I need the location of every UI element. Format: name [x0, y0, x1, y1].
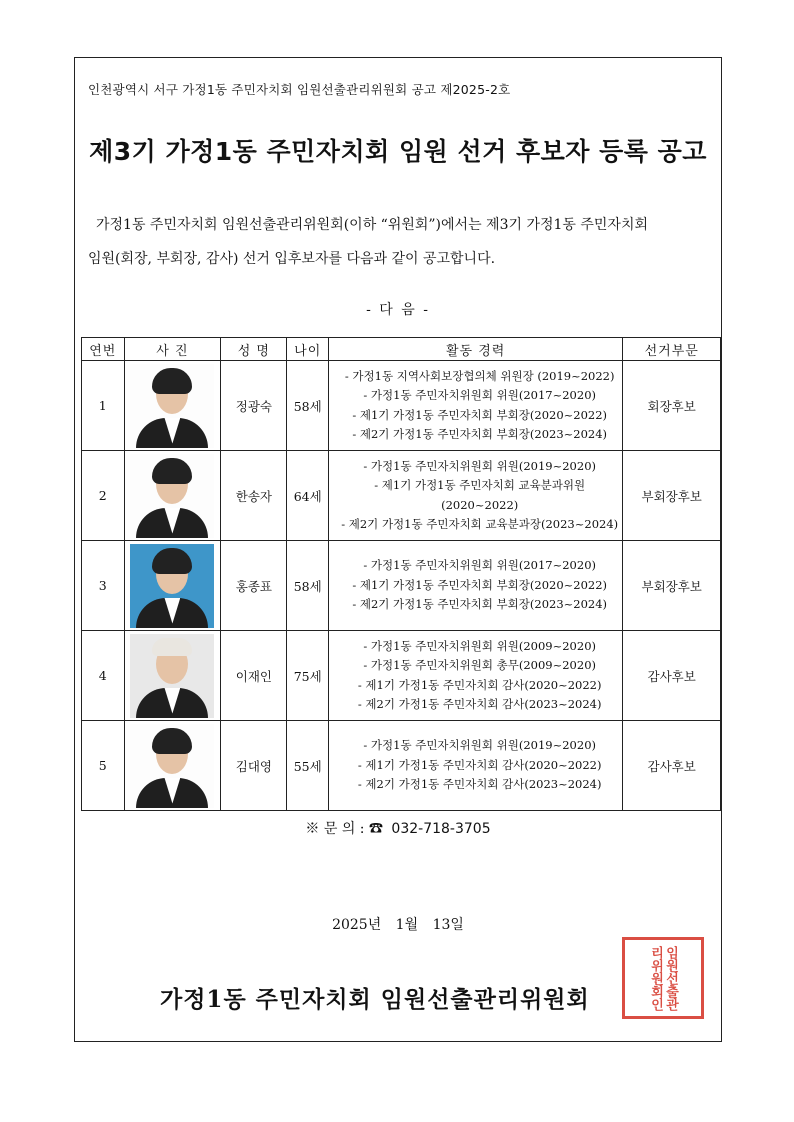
candidate-age: 55세 — [287, 721, 329, 811]
candidate-photo — [130, 634, 214, 718]
activity-item: - 제2기 가정1동 주민자치회 부회장(2023~2024) — [352, 427, 608, 441]
activity-list — [328, 541, 622, 631]
header-name: 성 명 — [221, 338, 287, 361]
row-number: 2 — [82, 451, 125, 541]
table-row — [82, 631, 721, 721]
contact-line — [74, 818, 722, 838]
candidate-name: 정광숙 — [221, 361, 287, 451]
election-part: 부회장후보 — [623, 451, 721, 541]
table-row — [82, 541, 721, 631]
header-age: 나이 — [287, 338, 329, 361]
candidate-name: 김대영 — [221, 721, 287, 811]
phone-icon: ☎ — [368, 821, 383, 837]
intro-line-1: 가정1동 주민자치회 임원선출관리위원회(이하 “위원회”)에서는 제3기 가정1동 주민자치회 — [96, 217, 648, 233]
official-seal: 임원선출관리위원회인 — [622, 937, 704, 1019]
candidate-table — [81, 337, 721, 811]
candidate-photo — [130, 454, 214, 538]
candidate-photo-cell — [124, 361, 221, 451]
intro-paragraph — [88, 208, 710, 276]
contact-phone[interactable]: 032-718-3705 — [391, 821, 491, 837]
candidate-age: 58세 — [287, 361, 329, 451]
section-marker: - 다 음 - — [366, 302, 430, 318]
row-number: 5 — [82, 721, 125, 811]
activity-item: - 제1기 가정1동 주민자치회 감사(2020~2022) — [357, 757, 602, 772]
intro-line-2: 임원(회장, 부회장, 감사) 선거 입후보자를 다음과 같이 공고합니다. — [88, 251, 496, 267]
header-activities: 활동 경력 — [328, 338, 622, 361]
activity-item: - 가정1동 주민자치위원회 위원(2017~2020) — [363, 558, 596, 573]
row-number: 4 — [82, 631, 125, 721]
activity-item: - 제1기 가정1동 주민자치회 교육분과위원(2020~2022) — [374, 478, 586, 512]
activity-item: - 제2기 가정1동 주민자치회 교육분과장(2023~2024) — [341, 517, 619, 531]
activity-item: - 가정1동 주민자치위원회 총무(2009~2020) — [363, 658, 596, 672]
candidate-photo-cell — [124, 631, 221, 721]
table-row — [82, 721, 721, 811]
candidate-photo — [130, 544, 214, 628]
candidate-photo — [130, 364, 214, 448]
election-part: 감사후보 — [623, 631, 721, 721]
notice-number: 인천광역시 서구 가정1동 주민자치회 임원선출관리위원회 공고 제2025-2호 — [88, 82, 511, 97]
activity-item: - 제1기 가정1동 주민자치회 부회장(2020~2022) — [352, 577, 608, 592]
table-row — [82, 451, 721, 541]
row-number: 3 — [82, 541, 125, 631]
activity-item: - 가정1동 지역사회보장협의체 위원장 (2019~2022) — [344, 368, 615, 383]
candidate-name: 한송자 — [221, 451, 287, 541]
election-part: 감사후보 — [623, 721, 721, 811]
activity-item: - 제2기 가정1동 주민자치회 감사(2023~2024) — [357, 777, 602, 792]
candidate-name: 이재인 — [221, 631, 287, 721]
candidate-age: 58세 — [287, 541, 329, 631]
activity-item: - 가정1동 주민자치위원회 위원(2019~2020) — [363, 458, 596, 473]
header-no: 연번 — [82, 338, 125, 361]
activity-list — [328, 721, 622, 811]
table-row — [82, 361, 721, 451]
activity-item: - 가정1동 주민자치위원회 위원(2017~2020) — [363, 388, 596, 402]
activity-list — [328, 631, 622, 721]
committee-name: 가정1동 주민자치회 임원선출관리위원회 — [160, 986, 590, 1013]
activity-item: - 가정1동 주민자치위원회 위원(2009~2020) — [363, 638, 596, 653]
election-part: 부회장후보 — [623, 541, 721, 631]
candidate-photo-cell — [124, 721, 221, 811]
page-title: 제3기 가정1동 주민자치회 임원 선거 후보자 등록 공고 — [89, 137, 707, 166]
candidate-photo-cell — [124, 541, 221, 631]
notice-date: 2025년 1월 13일 — [332, 917, 464, 933]
activity-item: - 제1기 가정1동 주민자치회 부회장(2020~2022) — [352, 407, 608, 422]
election-part: 회장후보 — [623, 361, 721, 451]
activity-item: - 제2기 가정1동 주민자치회 감사(2023~2024) — [357, 697, 602, 711]
table-header-row — [82, 338, 721, 361]
header-election-part: 선거부문 — [623, 338, 721, 361]
activity-list — [328, 451, 622, 541]
contact-label: ※ 문 의 : — [305, 821, 365, 837]
candidate-age: 64세 — [287, 451, 329, 541]
activity-item: - 가정1동 주민자치위원회 위원(2019~2020) — [363, 738, 596, 753]
header-photo: 사 진 — [124, 338, 221, 361]
candidate-photo-cell — [124, 451, 221, 541]
activity-list — [328, 361, 622, 451]
activity-item: - 제1기 가정1동 주민자치회 감사(2020~2022) — [357, 677, 602, 692]
row-number: 1 — [82, 361, 125, 451]
candidate-photo — [130, 724, 214, 808]
candidate-name: 홍종표 — [221, 541, 287, 631]
activity-item: - 제2기 가정1동 주민자치회 부회장(2023~2024) — [352, 597, 608, 612]
candidate-age: 75세 — [287, 631, 329, 721]
